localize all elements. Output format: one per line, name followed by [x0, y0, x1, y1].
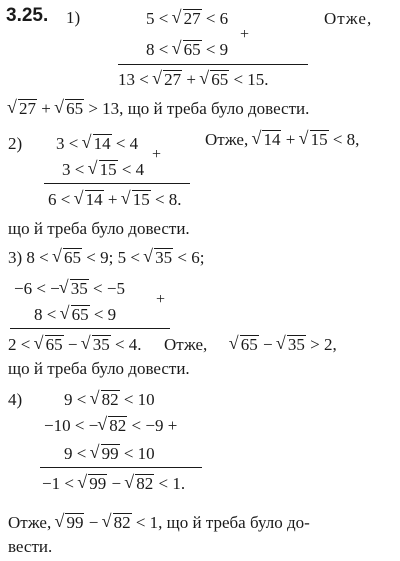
radicand: 35 — [92, 335, 110, 354]
text: < −5 — [93, 279, 125, 298]
text: < −9 + — [131, 416, 178, 435]
radicand: 14 — [85, 190, 103, 209]
sqrt-radical — [9, 99, 37, 119]
radicand: 82 — [101, 390, 119, 409]
text: < 6; — [177, 248, 205, 267]
part3-line2 — [14, 279, 125, 299]
sqrt-radical — [83, 335, 111, 355]
text: 9 < — [64, 444, 87, 463]
text: −10 < − — [44, 416, 99, 435]
radicand: 27 — [164, 70, 182, 89]
text: 3 < — [56, 134, 79, 153]
radicand: 99 — [66, 513, 84, 532]
text: < 1, що й треба було до- — [135, 513, 310, 532]
part1-sum — [118, 70, 269, 90]
text: що й треба було довести. — [127, 99, 310, 118]
plus-sign: + — [240, 26, 250, 43]
text: > 13, — [88, 99, 124, 118]
radicand: 65 — [64, 248, 82, 267]
sqrt-radical — [278, 335, 306, 355]
part2-line2 — [62, 160, 144, 180]
text: < 15. — [233, 70, 269, 89]
radicand: 65 — [183, 40, 201, 59]
part1-conclusion — [8, 99, 309, 119]
text: < 9; — [86, 248, 114, 267]
text: 13 < — [118, 70, 149, 89]
radicand: 82 — [113, 513, 131, 532]
radicand: 35 — [70, 279, 88, 298]
text: − — [111, 474, 122, 493]
part1-line2 — [146, 40, 228, 60]
part2-sum — [48, 190, 182, 210]
part2-line1 — [56, 134, 138, 154]
radicand: 65 — [66, 99, 84, 118]
part1-label: 1) — [66, 8, 81, 27]
text: 2 < — [8, 335, 31, 354]
radicand: 14 — [93, 134, 111, 153]
text: 5 < — [117, 248, 140, 267]
sqrt-radical — [92, 444, 120, 464]
sqrt-radical — [201, 70, 229, 90]
text: < 10 — [123, 444, 155, 463]
part3-conclusion: що й треба було довести. — [8, 359, 190, 378]
text: −1 < — [42, 474, 74, 493]
text: < 8, — [332, 130, 360, 149]
radicand: 27 — [183, 9, 201, 28]
radicand: 99 — [89, 474, 107, 493]
radicand: 15 — [99, 160, 117, 179]
sqrt-radical — [54, 248, 82, 268]
radicand: 82 — [109, 416, 127, 435]
part2-label: 2) — [8, 134, 23, 153]
radicand: 65 — [45, 335, 63, 354]
text: < 4. — [114, 335, 142, 354]
radicand: 82 — [136, 474, 154, 493]
part2-conclusion: що й треба було довести. — [8, 219, 190, 238]
plus-sign: + — [152, 146, 162, 163]
text: − — [67, 335, 78, 354]
text: −6 < − — [14, 279, 60, 298]
text: < 8. — [154, 190, 182, 209]
part3-label: 3) — [8, 248, 23, 267]
sqrt-radical — [56, 513, 84, 533]
sqrt-radical — [104, 513, 132, 533]
part2-then-line — [205, 130, 359, 150]
radicand: 14 — [263, 130, 281, 149]
text: − — [88, 513, 99, 532]
sqrt-radical — [61, 279, 89, 299]
text: 8 < — [146, 40, 169, 59]
radicand: 65 — [211, 70, 229, 89]
final-conclusion — [8, 513, 310, 533]
text: < 4 — [115, 134, 139, 153]
radicand: 65 — [240, 335, 258, 354]
radicand: 65 — [71, 305, 89, 324]
text: < 9 — [93, 305, 117, 324]
text: < 10 — [123, 390, 155, 409]
text: Отже, — [164, 335, 208, 354]
text: < 9 — [205, 40, 229, 59]
part4-line2 — [44, 416, 177, 436]
sqrt-radical — [99, 416, 127, 436]
sqrt-radical — [90, 160, 118, 180]
sqrt-radical — [62, 305, 90, 325]
radicand: 15 — [132, 190, 150, 209]
part3-line1 — [8, 248, 204, 268]
part3-result — [8, 335, 337, 355]
sqrt-radical — [76, 190, 104, 210]
text: Отже, — [8, 513, 52, 532]
sqrt-radical — [301, 130, 329, 150]
sum-rule — [10, 328, 170, 329]
text: 9 < — [64, 390, 87, 409]
plus-sign: + — [156, 291, 166, 308]
sum-rule — [44, 183, 190, 184]
text: 8 < — [26, 248, 49, 267]
text: 6 < — [48, 190, 71, 209]
text: 3 < — [62, 160, 85, 179]
sqrt-radical — [56, 99, 84, 119]
radicand: 35 — [287, 335, 305, 354]
text: Отже, — [205, 130, 249, 149]
part4-label: 4) — [8, 390, 23, 409]
sqrt-radical — [84, 134, 112, 154]
sqrt-radical — [174, 9, 202, 29]
radicand: 15 — [310, 130, 328, 149]
sqrt-radical — [92, 390, 120, 410]
text: + — [41, 99, 51, 118]
sqrt-radical — [126, 474, 154, 494]
radicand: 35 — [155, 248, 173, 267]
sqrt-radical — [154, 70, 182, 90]
part3-line3 — [34, 305, 116, 325]
part4-result — [42, 474, 185, 494]
text: < 6 — [205, 9, 229, 28]
text: + — [285, 130, 296, 149]
sqrt-radical — [174, 40, 202, 60]
text: − — [263, 335, 273, 354]
text: 5 < — [146, 9, 169, 28]
sum-rule — [118, 64, 308, 65]
radicand: 99 — [101, 444, 119, 463]
text: + — [186, 70, 196, 89]
sqrt-radical — [36, 335, 64, 355]
part1-then: Отже, — [324, 9, 373, 28]
sqrt-radical — [79, 474, 107, 494]
final-tail: вести. — [8, 537, 53, 556]
text: > 2, — [310, 335, 337, 354]
radicand: 27 — [19, 99, 36, 118]
sqrt-radical — [145, 248, 173, 268]
text: < 4 — [121, 160, 145, 179]
text: < 1. — [158, 474, 186, 493]
part1-line1 — [146, 9, 228, 29]
problem-number: 3.25. — [6, 5, 49, 26]
sqrt-radical — [253, 130, 281, 150]
sqrt-radical — [231, 335, 259, 355]
text: 8 < — [34, 305, 57, 324]
text: + — [107, 190, 118, 209]
part4-line1 — [64, 390, 155, 410]
sqrt-radical — [123, 190, 151, 210]
sum-rule — [40, 467, 202, 468]
part4-line3 — [64, 444, 155, 464]
